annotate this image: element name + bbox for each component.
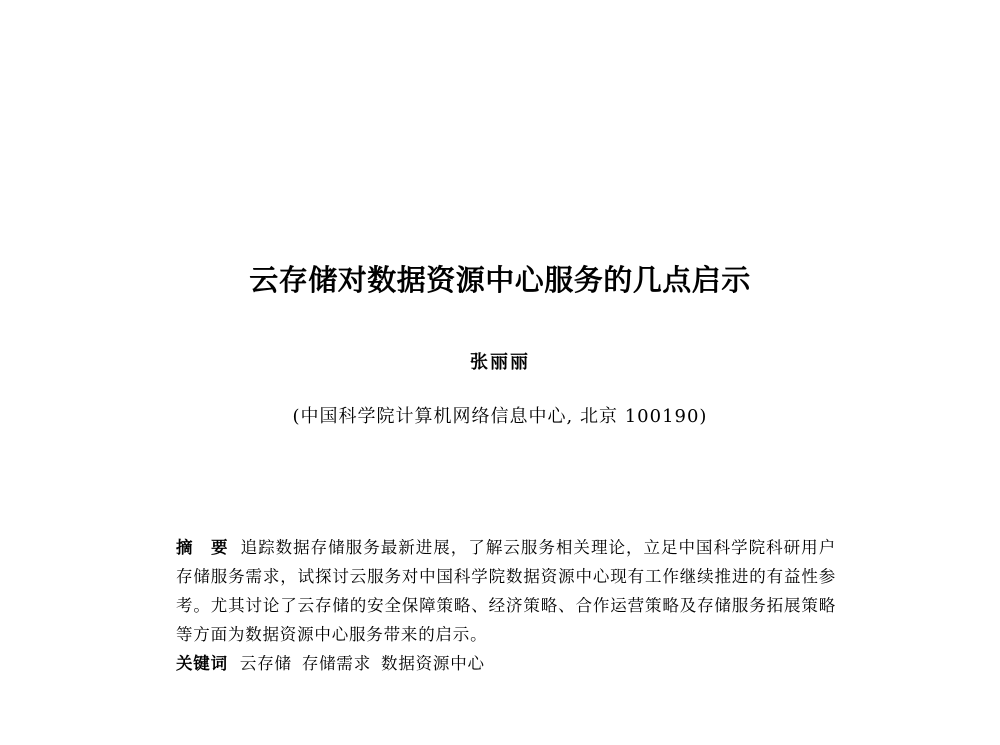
keyword-item: 云存储 bbox=[239, 654, 292, 673]
keyword-item: 数据资源中心 bbox=[381, 654, 485, 673]
paper-title: 云存储对数据资源中心服务的几点启示 bbox=[249, 263, 751, 297]
author-affiliation: (中国科学院计算机网络信息中心, 北京 100190) bbox=[292, 406, 708, 427]
abstract-block bbox=[176, 533, 836, 649]
keywords-label: 关键词 bbox=[176, 654, 228, 673]
keywords-block bbox=[176, 649, 836, 678]
keyword-item: 存储需求 bbox=[301, 654, 372, 673]
author-name: 张丽丽 bbox=[470, 352, 530, 373]
abstract-label: 摘 要 bbox=[176, 538, 229, 557]
abstract-text: 追踪数据存储服务最新进展，了解云服务相关理论，立足中国科学院科研用户存储服务需求，试探讨云服务对中国科学院数据资源中心现有工作继续推进的有益性参考。尤其讨论了云存储的安全保障策略、经济策略、合作运营策略及存储服务拓展策略等方面为数据资源中心服务带来的启示。 bbox=[176, 538, 836, 644]
